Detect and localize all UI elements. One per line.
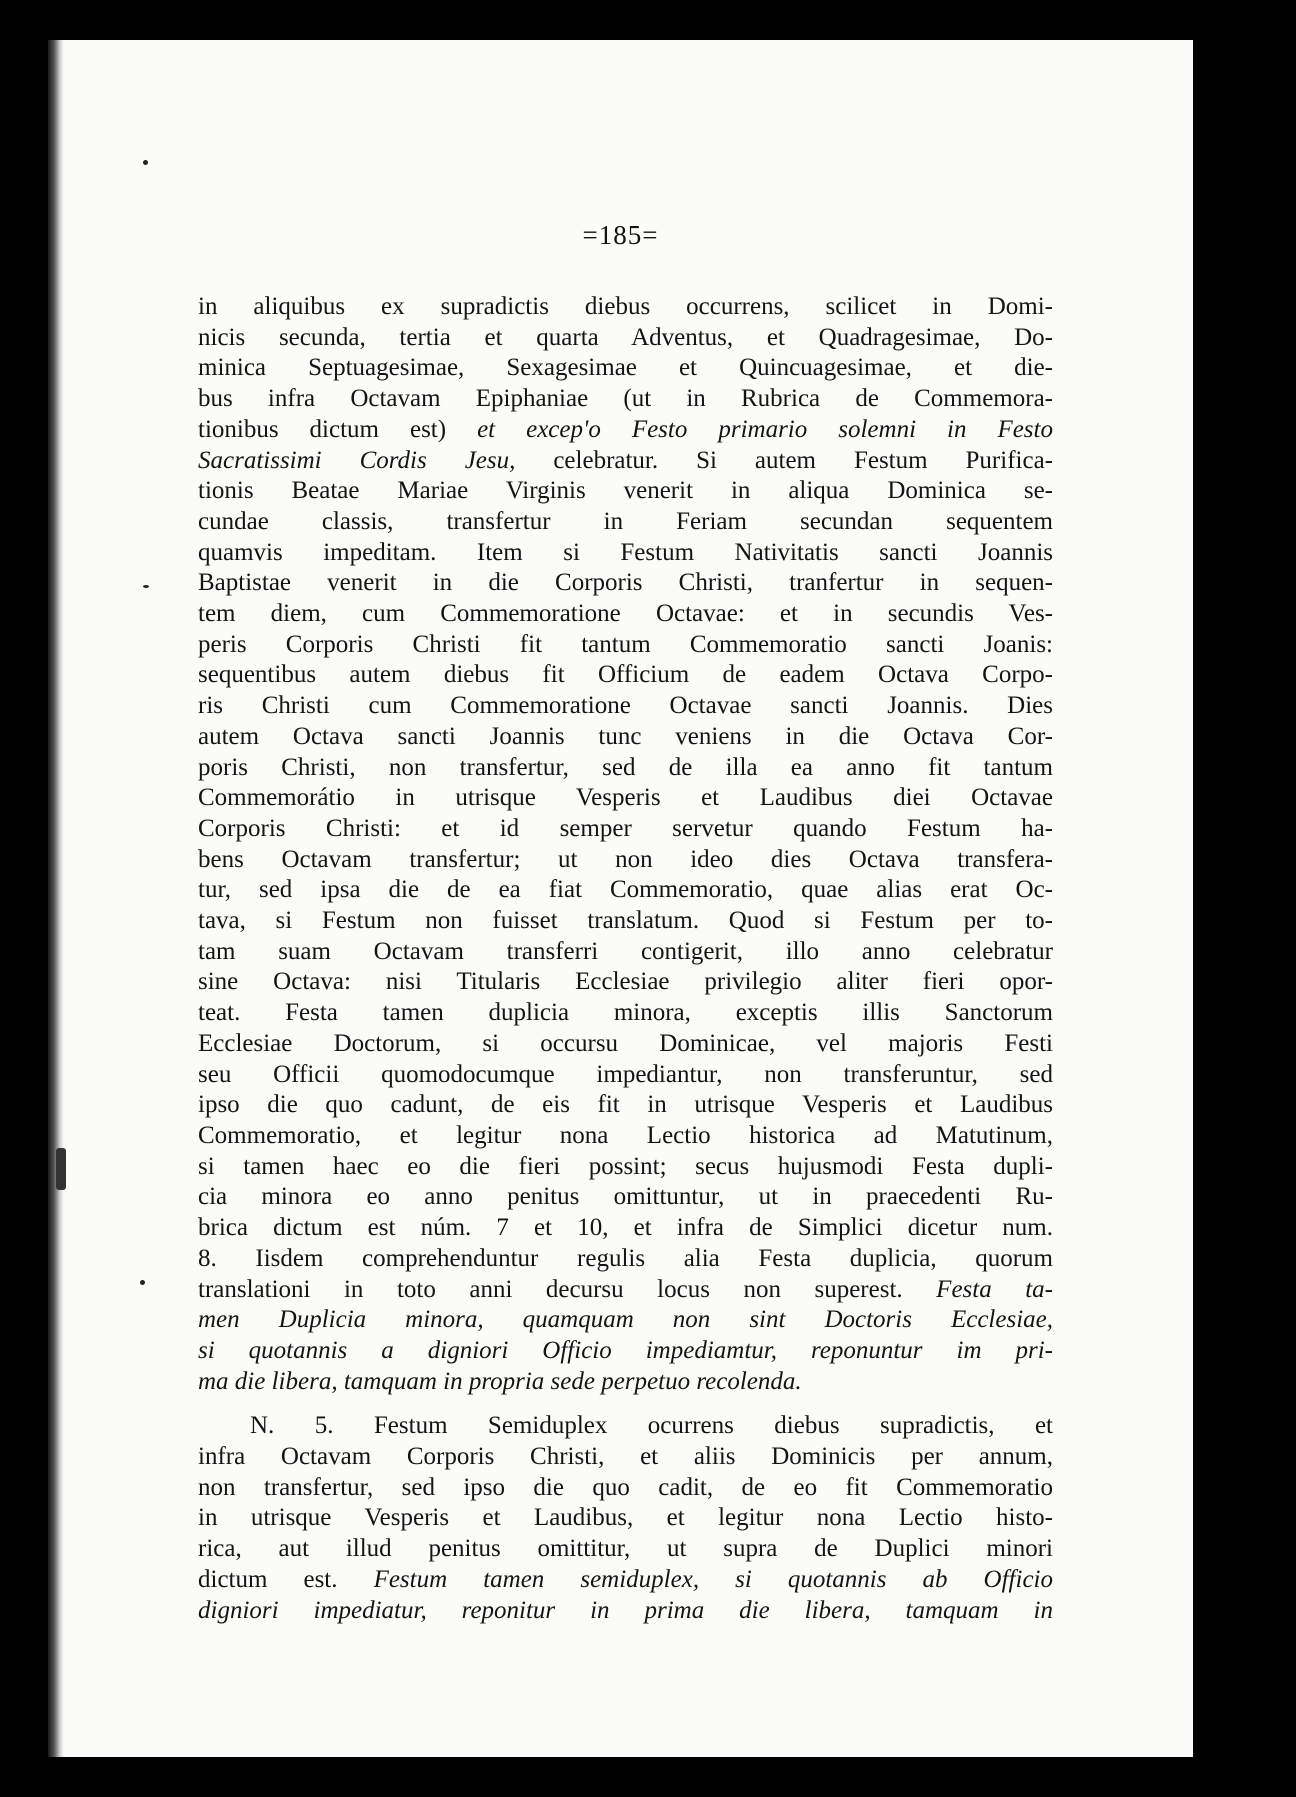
roman-text: Commemorátio in utrisque Vesperis et Laudibus diei Octavae	[198, 784, 1053, 812]
roman-text: si tamen haec eo die fieri possint; secus hujusmodi Festa dupli-	[198, 1152, 1053, 1180]
text-line	[198, 538, 1053, 569]
paragraph-spacer	[198, 1397, 1053, 1411]
text-line	[198, 875, 1053, 906]
text-line	[198, 1060, 1053, 1091]
text-line	[198, 1029, 1053, 1060]
text-line	[198, 353, 1053, 384]
text-line	[198, 906, 1053, 937]
italic-text: Festum tamen semiduplex, si quotannis ab Officio	[337, 1565, 1053, 1593]
text-line	[198, 568, 1053, 599]
paragraph-rubric-continuation	[198, 292, 1053, 1397]
text-line	[198, 1534, 1053, 1565]
text-line	[198, 660, 1053, 691]
roman-text: Baptistae venerit in die Corporis Christi, tranfertur in sequen-	[198, 569, 1053, 597]
text-line	[198, 630, 1053, 661]
text-line	[198, 1152, 1053, 1183]
roman-text: cia minora eo anno penitus omittuntur, ut in praecedenti Ru-	[198, 1183, 1053, 1211]
roman-text: tionis Beatae Mariae Virginis venerit in aliqua Dominica se-	[198, 477, 1053, 505]
roman-text: bus infra Octavam Epiphaniae (ut in Rubrica de Commemora-	[198, 385, 1053, 413]
roman-text: ris Christi cum Commemoratione Octavae sancti Joannis. Dies	[198, 692, 1053, 720]
roman-text: in utrisque Vesperis et Laudibus, et legitur nona Lectio histo-	[198, 1504, 1053, 1532]
roman-text: in aliquibus ex supradictis diebus occurrens, scilicet in Domi-	[198, 293, 1053, 320]
text-line	[198, 446, 1053, 477]
text-line	[198, 415, 1053, 446]
italic-text: et excep'o Festo primario solemni in Festo	[446, 415, 1053, 443]
roman-text: N. 5. Festum Semiduplex ocurrens diebus supradictis, et	[250, 1412, 1053, 1440]
ink-speck	[143, 585, 149, 588]
roman-text: seu Officii quomodocumque impediantur, non transferuntur, sed	[198, 1060, 1053, 1088]
roman-text: autem Octava sancti Joannis tunc veniens in die Octava Cor-	[198, 722, 1053, 750]
italic-text: ma die libera, tamquam in propria sede perpetuo recolenda.	[198, 1367, 802, 1395]
roman-text: Ecclesiae Doctorum, si occursu Dominicae, vel majoris Festi	[198, 1029, 1053, 1057]
text-line	[198, 1473, 1053, 1504]
text-line	[198, 845, 1053, 876]
italic-text: Sacratissimi Cordis Jesu,	[198, 446, 516, 474]
text-line	[198, 1336, 1053, 1367]
roman-text: dictum est.	[198, 1565, 338, 1593]
roman-text: peris Corporis Christi fit tantum Commemoratio sancti Joanis:	[198, 630, 1053, 658]
ink-speck	[140, 1280, 145, 1285]
ink-speck	[56, 1148, 66, 1190]
text-line	[198, 753, 1053, 784]
text-line	[198, 1367, 1053, 1398]
ink-speck	[143, 160, 148, 165]
roman-text: sequentibus autem diebus fit Officium de eadem Octava Corpo-	[198, 661, 1053, 689]
text-line	[198, 292, 1053, 323]
text-line	[198, 1090, 1053, 1121]
roman-text: quamvis impeditam. Item si Festum Nativitatis sancti Joannis	[198, 538, 1053, 566]
page-number: =185=	[582, 220, 659, 250]
roman-text: tur, sed ipsa die de ea fiat Commemoratio, quae alias erat Oc-	[198, 876, 1053, 904]
roman-text: translationi in toto anni decursu locus non superest.	[198, 1275, 903, 1303]
text-line	[198, 814, 1053, 845]
italic-text: si quotannis a digniori Officio impediamtur, reponuntur im pri-	[198, 1336, 1053, 1364]
roman-text: tava, si Festum non fuisset translatum. Quod si Festum per to-	[198, 907, 1053, 935]
body-text	[198, 292, 1053, 1626]
text-line	[198, 1305, 1053, 1336]
roman-text: ipso die quo cadunt, de eis fit in utrisque Vesperis et Laudibus	[198, 1091, 1053, 1119]
roman-text: tionibus dictum est)	[198, 415, 447, 443]
roman-text: tam suam Octavam transferri contigerit, illo anno celebratur	[198, 937, 1053, 965]
text-line	[198, 1596, 1053, 1627]
text-line	[198, 937, 1053, 968]
book-page	[48, 40, 1193, 1757]
text-line	[198, 722, 1053, 753]
text-line	[198, 691, 1053, 722]
roman-text: rica, aut illud penitus omittitur, ut supra de Duplici minori	[198, 1535, 1053, 1563]
text-line	[198, 998, 1053, 1029]
roman-text: minica Septuagesimae, Sexagesimae et Quincuagesimae, et die-	[198, 354, 1053, 382]
text-line	[198, 1565, 1053, 1596]
roman-text: cundae classis, transfertur in Feriam secundan sequentem	[198, 507, 1053, 535]
text-line	[198, 1244, 1053, 1275]
text-line	[198, 1121, 1053, 1152]
italic-text: Festa ta-	[902, 1275, 1053, 1303]
roman-text: brica dictum est núm. 7 et 10, et infra de Simplici dicetur num.	[198, 1214, 1053, 1242]
roman-text: poris Christi, non transfertur, sed de illa ea anno fit tantum	[198, 753, 1053, 781]
roman-text: nicis secunda, tertia et quarta Adventus, et Quadragesimae, Do-	[198, 323, 1053, 351]
roman-text: infra Octavam Corporis Christi, et aliis Dominicis per annum,	[198, 1443, 1053, 1471]
roman-text: bens Octavam transfertur; ut non ideo dies Octava transfera-	[198, 845, 1053, 873]
roman-text: tem diem, cum Commemoratione Octavae: et in secundis Ves-	[198, 600, 1053, 628]
paragraph-n5-semiduplex	[198, 1411, 1053, 1626]
text-line	[198, 384, 1053, 415]
italic-text: digniori impediatur, reponitur in prima die libera, tamquam in	[198, 1596, 1053, 1624]
text-line	[198, 1442, 1053, 1473]
text-line	[198, 967, 1053, 998]
roman-text: Corporis Christi: et id semper servetur quando Festum ha-	[198, 814, 1053, 842]
text-line	[198, 1503, 1053, 1534]
text-line	[198, 323, 1053, 354]
text-line	[198, 507, 1053, 538]
text-line	[198, 1411, 1053, 1442]
text-line	[198, 1182, 1053, 1213]
page-binding-edge	[48, 40, 64, 1757]
roman-text: 8. Iisdem comprehenduntur regulis alia Festa duplicia, quorum	[198, 1244, 1053, 1272]
italic-text: men Duplicia minora, quamquam non sint Doctoris Ecclesiae,	[198, 1306, 1053, 1334]
roman-text: celebratur. Si autem Festum Purifica-	[515, 446, 1053, 474]
roman-text: teat. Festa tamen duplicia minora, exceptis illis Sanctorum	[198, 999, 1053, 1027]
text-line	[198, 1213, 1053, 1244]
text-line	[198, 599, 1053, 630]
text-line	[198, 783, 1053, 814]
roman-text: sine Octava: nisi Titularis Ecclesiae privilegio aliter fieri opor-	[198, 968, 1053, 996]
text-line	[198, 476, 1053, 507]
text-line	[198, 1275, 1053, 1306]
roman-text: non transfertur, sed ipso die quo cadit, de eo fit Commemoratio	[198, 1473, 1053, 1501]
roman-text: Commemoratio, et legitur nona Lectio historica ad Matutinum,	[198, 1121, 1053, 1149]
